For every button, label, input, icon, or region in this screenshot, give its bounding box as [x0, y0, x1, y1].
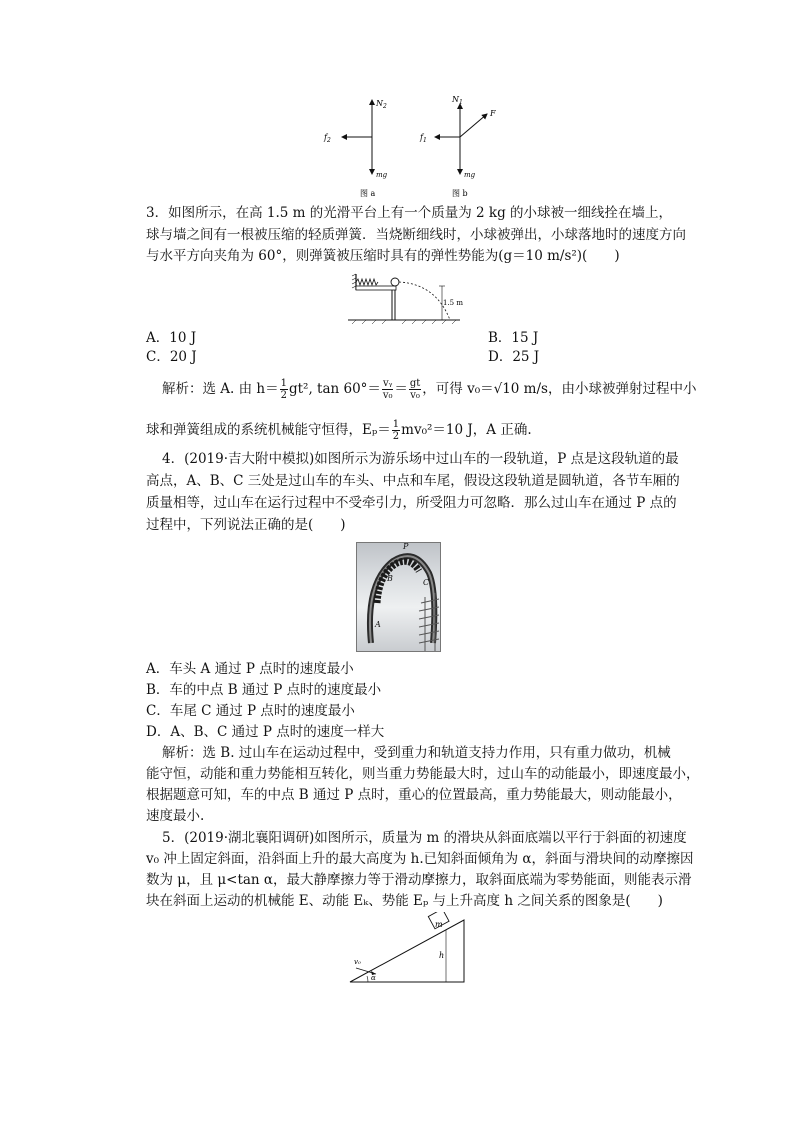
- photo-label-p: P: [403, 543, 409, 551]
- frac-gt-v0: $\frac{gt}{\text{v₀}}$: [409, 378, 421, 401]
- figure-a: [323, 99, 388, 198]
- q3-line-2: 球与墙之间有一根被压缩的轻质弹簧．当烧断细线时，小球被弹出，小球落地时的速度方向: [146, 227, 686, 243]
- frac-vy-v0: $\frac{\text{vᵧ}}{\text{v₀}}$: [382, 378, 393, 401]
- q4-analysis-line-1: 解析：选 B. 过山车在运动过程中，受到重力和轨道支持力作用，只有重力做功，机械: [162, 745, 671, 761]
- q4-line-1: 4．(2019·吉大附中模拟)如图所示为游乐场中过山车的一段轨道，P 点是这段轨道的最: [162, 451, 679, 467]
- q4-option-d[interactable]: D．A、B、C 通过 P 点时的速度一样大: [146, 724, 385, 740]
- q5-label-m: m: [435, 920, 443, 929]
- force-diagrams: [310, 92, 510, 202]
- photo-label-a: A: [375, 620, 381, 629]
- q3-height-label: 1.5 m: [443, 299, 463, 307]
- q3-line-1: 3．如图所示，在高 1.5 m 的光滑平台上有一个质量为 2 kg 的小球被一细线拴在墙上，: [146, 205, 673, 221]
- q4-line-4: 过程中，下列说法正确的是( ): [146, 517, 346, 533]
- frac-half-1: $\frac{1}{2}$: [280, 378, 287, 401]
- q4-line-3: 质量相等，过山车在运行过程中不受牵引力，所受阻力可忽略．那么过山车在通过 P 点的: [146, 495, 677, 511]
- frac-half-2: $\frac{1}{2}$: [392, 419, 400, 442]
- q3-spring-platform-figure: [346, 268, 466, 326]
- roller-coaster-photo: [356, 542, 441, 652]
- label-F: F: [490, 109, 496, 118]
- label-f2: $f_2$: [324, 133, 331, 144]
- q3-analysis-line-1: 解析：选 A. 由 h＝ $\frac{1}{2}$ gt², tan 60°＝ $\frac{\text{vᵧ}}{\text{v₀}}$ ＝ $\frac{gt}{\text{v₀}}$ ，可得 v₀＝√10 m/s，由小球被弹射过程中小: [162, 378, 697, 401]
- q3-line-3: 与水平方向夹角为 60°，则弹簧被压缩时具有的弹性势能为(g＝10 m/s²)( ): [146, 248, 620, 264]
- label-mg-a: mg: [376, 171, 388, 179]
- q4-analysis-line-4: 速度最小.: [146, 808, 205, 824]
- fig-a-caption: 图 a: [360, 189, 376, 198]
- q3-option-c[interactable]: C．20 J: [146, 349, 197, 365]
- label-mg-b: mg: [464, 171, 476, 179]
- q4-option-b[interactable]: B．车的中点 B 通过 P 点时的速度最小: [146, 682, 382, 698]
- q3-analysis-line-2: 球和弹簧组成的系统机械能守恒得，Eₚ＝ $\frac{1}{2}$ mv₀²＝10 J，A 正确.: [146, 419, 532, 442]
- fig-b-caption: 图 b: [452, 189, 468, 198]
- figure-b: [419, 95, 496, 198]
- q4-line-2: 高点，A、B、C 三处是过山车的车头、中点和车尾，假设这段轨道是圆轨道，各节车厢的: [146, 473, 680, 489]
- q3-option-a[interactable]: A．10 J: [146, 330, 197, 346]
- q5-incline-figure: [346, 912, 472, 988]
- q3-option-b[interactable]: B．15 J: [488, 330, 539, 346]
- q5-label-h: h: [439, 951, 445, 960]
- q5-line-1: 5．(2019·湖北襄阳调研)如图所示，质量为 m 的滑块从斜面底端以平行于斜面的初速度: [162, 830, 687, 846]
- photo-label-c: C: [423, 578, 430, 587]
- q5-line-3: 数为 μ，且 μ<tan α，最大静摩擦力等于滑动摩擦力，取斜面底端为零势能面，则能表示滑: [146, 872, 692, 888]
- q5-line-2: v₀ 冲上固定斜面，沿斜面上升的最大高度为 h.已知斜面倾角为 α，斜面与滑块间的动摩擦因: [146, 851, 694, 867]
- q4-analysis-line-2: 能守恒，动能和重力势能相互转化，则当重力势能最大时，过山车的动能最小，即速度最小，: [146, 766, 700, 782]
- label-f1: $f_1$: [420, 133, 427, 144]
- q4-option-a[interactable]: A．车头 A 通过 P 点时的速度最小: [146, 661, 354, 677]
- q4-analysis-line-3: 根据题意可知，车的中点 B 通过 P 点时，重心的位置最高，重力势能最大，则动能最小，: [146, 787, 682, 803]
- q4-option-c[interactable]: C．车尾 C 通过 P 点时的速度最小: [146, 703, 355, 719]
- q3-option-d[interactable]: D．25 J: [488, 349, 540, 365]
- q5-line-4: 块在斜面上运动的机械能 E、动能 Eₖ、势能 Eₚ 与上升高度 h 之间关系的图象是( ): [146, 893, 663, 909]
- photo-label-b: B: [387, 574, 393, 583]
- q5-label-v0: v₀: [354, 958, 361, 966]
- label-n1: $N_1$: [452, 95, 463, 106]
- label-n2: $N_2$: [376, 99, 387, 110]
- q5-label-alpha: α: [371, 974, 376, 982]
